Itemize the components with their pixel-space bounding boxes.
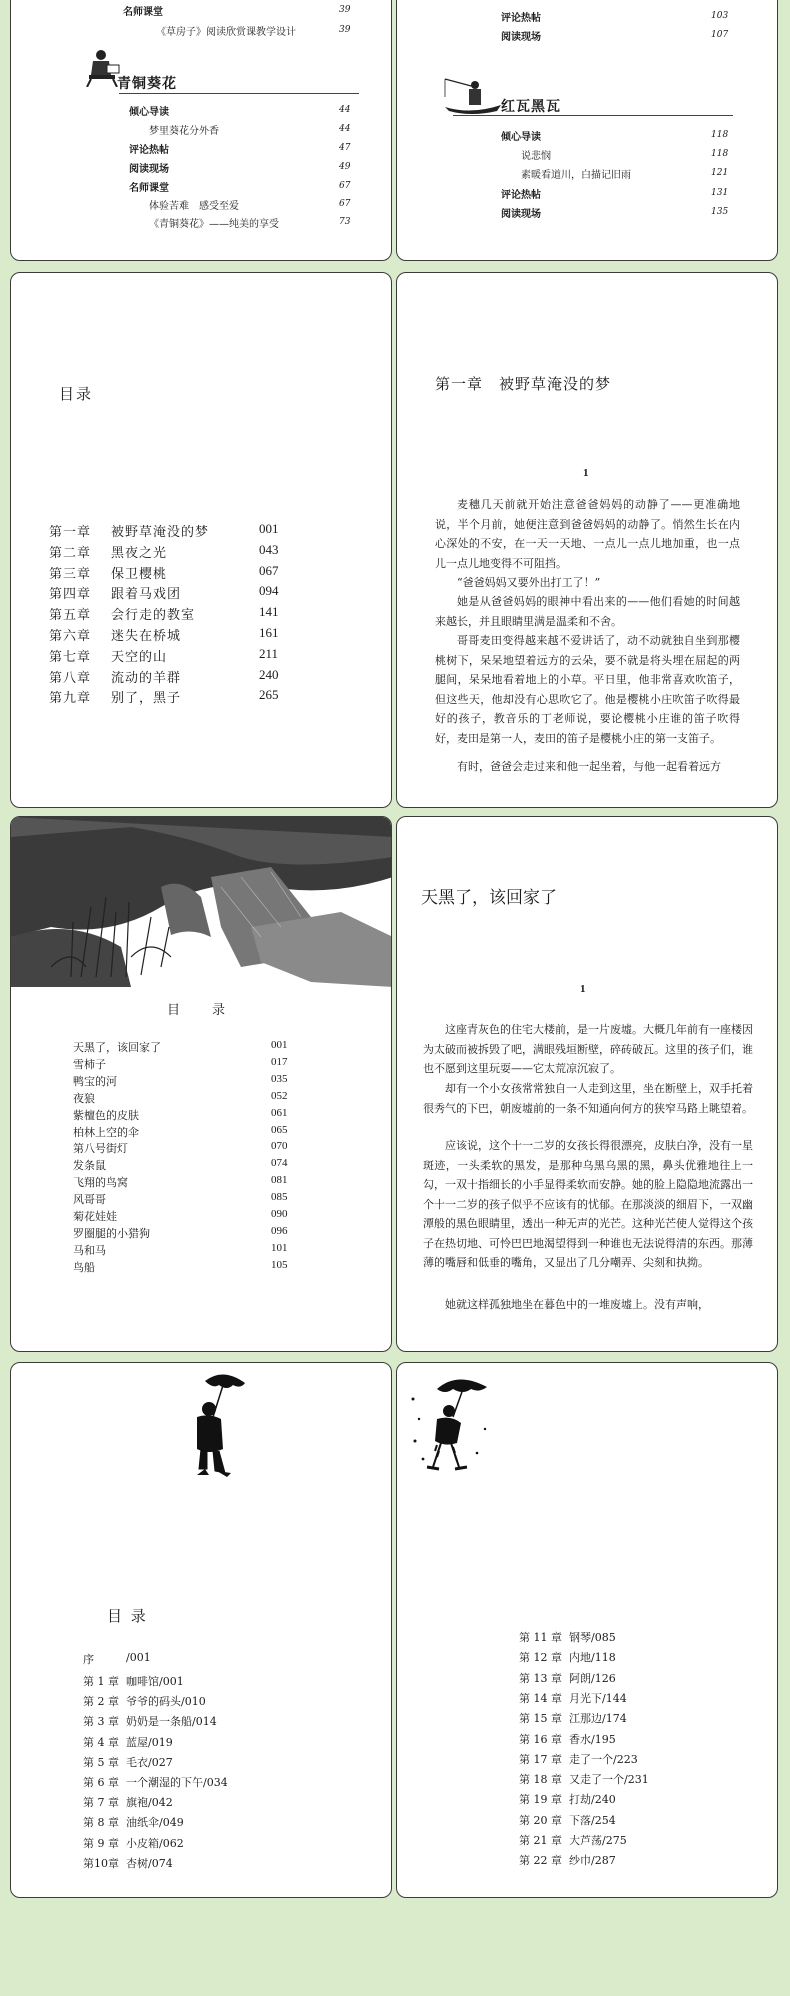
toc-chapter: 第 19 章 <box>519 1793 562 1807</box>
page-number: 135 <box>711 207 729 217</box>
toc-title: 鸭宝的河 <box>73 1074 117 1088</box>
toc-title: 飞翔的鸟窝 <box>73 1176 128 1190</box>
list-item: 说悲悯 <box>521 151 551 162</box>
toc-title: 又走了一个/231 <box>569 1773 649 1787</box>
page-number: 47 <box>339 143 351 153</box>
list-item: 倾心导读 <box>129 107 169 118</box>
toc-page: 240 <box>259 666 279 682</box>
section-rule <box>119 93 359 94</box>
book-page-toc-8 <box>396 1362 778 1898</box>
toc-chapter: 第 11 章 <box>519 1631 562 1644</box>
toc-title: 雪柿子 <box>73 1057 106 1071</box>
toc-title: 蓝屋/019 <box>126 1735 173 1749</box>
toc-page: 052 <box>271 1089 288 1102</box>
toc-chapter: 第 5 章 <box>83 1755 119 1769</box>
toc-title: 柏林上空的伞 <box>73 1125 139 1139</box>
list-item: 评论热帖 <box>501 13 541 24</box>
toc-chapter: 第九章 <box>49 691 92 707</box>
toc-title: 黑夜之光 <box>111 545 168 561</box>
book-page-toc-5 <box>10 816 392 1352</box>
page-number: 44 <box>339 105 351 115</box>
toc-page: 101 <box>271 1241 288 1254</box>
toc-title: 天黑了，该回家了 <box>73 1041 161 1054</box>
toc-page: 161 <box>259 625 279 640</box>
toc-title: 天空的山 <box>111 649 168 665</box>
toc-title: 下落/254 <box>569 1813 616 1827</box>
boat-fisher-illustration <box>441 77 505 115</box>
list-item: 倾心导读 <box>501 132 541 143</box>
list-item: 评论热帖 <box>501 190 541 201</box>
list-item: 阅读现场 <box>501 209 541 220</box>
toc-page: 085 <box>271 1191 288 1204</box>
toc-chapter: 第 22 章 <box>519 1854 562 1868</box>
toc-title: 旗袍/042 <box>126 1796 173 1810</box>
toc-title: /001 <box>126 1651 151 1664</box>
toc-title: 保卫樱桃 <box>111 566 168 582</box>
umbrella-child-illustration <box>183 1369 253 1479</box>
toc-title: 被野草淹没的梦 <box>111 525 210 540</box>
toc-page: 105 <box>271 1258 288 1271</box>
paragraph: 哥哥麦田变得越来越不爱讲话了，动不动就独自坐到那樱桃树下，呆呆地望着远方的云朵，要不就是将头埋在屈起的两腿间，呆呆地看着地上的小草。平日里，他非常喜欢吹笛子，但这些天，他却没有心思吹它了。他是樱桃小庄吹笛子吹得最好的孩子，教音乐的丁老师说，要论樱桃小庄谁的笛子吹得好，麦田是第一人，麦田的笛子是樱桃小庄的第一支笛子。 <box>435 634 740 745</box>
book-page-toc-7 <box>10 1362 392 1898</box>
toc-page: 001 <box>271 1039 288 1051</box>
paragraph: “爸爸妈妈又要外出打工了！” <box>457 576 601 589</box>
paragraph: 应该说，这个十一二岁的女孩长得很漂亮，皮肤白净，没有一星斑迹，一头柔软的黑发，是那种乌黑乌黑的黑，鼻头优雅地往上一勾，一双十指细长的小手显得柔软而安静。她的脸上隐隐地流露出一个十一二岁的孩子似乎不应该有的忧郁。在那淡淡的细眉下，一双幽潭般的黑色眼睛里，透出一种无声的光芒。这种光芒使人觉得这个孩子在热切地、可怜巴巴地渴望得到一种谁也无法说得清的东西。那薄薄的嘴唇和低垂的嘴角，又显出了几分嘲弄、尖刻和执拗。 <box>423 1139 753 1269</box>
toc-chapter: 第一章 <box>49 525 92 540</box>
toc-title: 流动的羊群 <box>111 670 182 686</box>
list-item: 素暖看道川，白描记旧雨 <box>521 170 631 181</box>
toc-title: 风哥哥 <box>73 1193 106 1207</box>
toc-page: 096 <box>271 1224 288 1237</box>
page-number: 67 <box>339 199 351 209</box>
toc-title: 小皮箱/062 <box>126 1836 184 1850</box>
toc-chapter: 第 21 章 <box>519 1834 562 1847</box>
toc-chapter: 第 15 章 <box>519 1712 562 1726</box>
toc-title: 毛衣/027 <box>126 1755 173 1769</box>
toc-page: 094 <box>259 583 279 599</box>
toc-title: 会行走的教室 <box>111 608 196 624</box>
toc-page: 043 <box>259 541 279 557</box>
toc-title: 走了一个/223 <box>569 1752 638 1766</box>
toc-title: 钢琴/085 <box>569 1631 616 1644</box>
toc-page: 001 <box>259 521 279 536</box>
toc-page: 211 <box>259 645 279 661</box>
book-page-catalog-1 <box>10 0 392 261</box>
toc-chapter: 序 <box>83 1653 94 1666</box>
toc-chapter: 第 4 章 <box>83 1735 119 1749</box>
toc-title: 迷失在桥城 <box>111 629 182 644</box>
toc-title: 鸟船 <box>73 1260 95 1274</box>
list-item: 梦里葵花分外香 <box>149 126 219 137</box>
toc-page: 070 <box>271 1140 288 1153</box>
toc-chapter: 第六章 <box>49 629 92 644</box>
toc-title: 别了，黑子 <box>111 691 182 707</box>
toc-title: 跟着马戏团 <box>111 587 182 603</box>
toc-chapter: 第 18 章 <box>519 1773 562 1787</box>
paragraph: 她就这样孤独地坐在暮色中的一堆废墟上。没有声响， <box>445 1298 709 1311</box>
toc-title: 发条鼠 <box>73 1159 106 1173</box>
windblown-figure-illustration <box>407 1369 497 1479</box>
toc-title: 罗圈腿的小猎狗 <box>73 1226 150 1240</box>
toc-chapter: 第三章 <box>49 566 92 582</box>
toc-title: 大芦荡/275 <box>569 1834 627 1847</box>
toc-chapter: 第 6 章 <box>83 1776 119 1789</box>
page-number: 39 <box>339 25 351 35</box>
toc-chapter: 第 8 章 <box>83 1816 119 1830</box>
toc-title: 阿朗/126 <box>569 1671 616 1685</box>
toc-title: 纱巾/287 <box>569 1854 616 1868</box>
chapter-title: 第一章 被野草淹没的梦 <box>435 375 612 393</box>
toc-title: 打劫/240 <box>569 1793 616 1807</box>
toc-title: 香水/195 <box>569 1732 616 1746</box>
section-number: 1 <box>583 467 589 479</box>
book-page-catalog-2 <box>396 0 778 261</box>
toc-page: 081 <box>271 1174 288 1187</box>
toc-chapter: 第 3 章 <box>83 1715 119 1729</box>
page-title: 目录 <box>59 385 94 403</box>
section-title: 红瓦黑瓦 <box>501 99 561 115</box>
page-title: 目 录 <box>167 1003 228 1018</box>
page-number: 107 <box>711 30 729 40</box>
toc-chapter: 第 16 章 <box>519 1732 562 1746</box>
page-number: 103 <box>711 11 729 21</box>
toc-page: 090 <box>271 1208 288 1220</box>
toc-chapter: 第 9 章 <box>83 1836 119 1850</box>
toc-title: 马和马 <box>73 1243 106 1257</box>
toc-title: 夜狼 <box>73 1091 95 1105</box>
page-number: 67 <box>339 181 351 191</box>
book-page-text-6 <box>396 816 778 1352</box>
book-page-toc-3 <box>10 272 392 808</box>
page-number: 73 <box>339 217 351 227</box>
toc-title: 一个潮湿的下午/034 <box>126 1776 228 1789</box>
toc-chapter: 第 20 章 <box>519 1813 562 1827</box>
paragraph: 这座青灰色的住宅大楼前，是一片废墟。大概几年前有一座楼因为太破而被拆毁了吧，满眼残垣断壁，碎砖破瓦。这里的孩子们，谁也不愿到这里玩耍——它太荒凉沉寂了。 <box>423 1023 753 1075</box>
toc-title: 内地/118 <box>569 1651 616 1665</box>
toc-title: 爷爷的码头/010 <box>126 1695 206 1709</box>
section-number: 1 <box>580 983 586 995</box>
list-item: 阅读现场 <box>129 164 169 175</box>
toc-title: 菊花娃娃 <box>73 1210 117 1223</box>
toc-page: 067 <box>259 562 279 578</box>
paragraph: 有时，爸爸会走过来和他一起坐着，与他一起看着远方 <box>457 760 721 773</box>
page-title: 目 录 <box>107 1607 148 1625</box>
toc-chapter: 第 17 章 <box>519 1752 562 1766</box>
list-item: 名师课堂 <box>123 7 163 18</box>
list-item: 体验苦难 感受至爱 <box>149 201 239 212</box>
page-number: 49 <box>339 162 351 172</box>
list-item: 阅读现场 <box>501 32 541 43</box>
paragraph: 她是从爸爸妈妈的眼神中看出来的——他们看她的时间越来越长，并且眼睛里满是温柔和不舍。 <box>435 595 740 628</box>
list-item: 《草房子》阅读欣赏课教学设计 <box>156 27 296 38</box>
toc-chapter: 第二章 <box>49 545 92 561</box>
toc-title: 月光下/144 <box>569 1691 627 1705</box>
toc-title: 奶奶是一条船/014 <box>126 1715 217 1729</box>
page-number: 44 <box>339 124 351 134</box>
section-rule <box>453 115 733 116</box>
toc-page: 065 <box>271 1123 288 1136</box>
toc-page: 017 <box>271 1055 288 1068</box>
toc-chapter: 第 1 章 <box>83 1675 119 1688</box>
toc-chapter: 第 13 章 <box>519 1671 562 1685</box>
toc-page: 265 <box>259 687 279 703</box>
toc-chapter: 第10章 <box>83 1856 119 1870</box>
list-item: 名师课堂 <box>129 183 169 194</box>
toc-chapter: 第 7 章 <box>83 1796 119 1810</box>
toc-title: 油纸伞/049 <box>126 1816 184 1830</box>
toc-title: 紫檀色的皮肤 <box>73 1108 139 1122</box>
toc-chapter: 第四章 <box>49 587 92 603</box>
toc-page: 141 <box>259 604 279 620</box>
paragraph: 却有一个小女孩常常独自一人走到这里，坐在断壁上，双手托着很秀气的下巴，朝废墟前的一条不知通向何方的狭窄马路上眺望着。 <box>423 1082 753 1115</box>
toc-chapter: 第 2 章 <box>83 1695 119 1709</box>
page-number: 118 <box>711 130 729 140</box>
page-number: 39 <box>339 5 351 15</box>
toc-title: 江那边/174 <box>569 1712 627 1726</box>
section-title: 青铜葵花 <box>117 76 177 92</box>
toc-page: 035 <box>271 1072 288 1085</box>
list-item: 评论热帖 <box>129 145 169 156</box>
page-number: 131 <box>711 188 729 198</box>
book-page-text-4 <box>396 272 778 808</box>
toc-chapter: 第五章 <box>49 608 92 624</box>
page-number: 121 <box>711 168 729 178</box>
toc-title: 杏树/074 <box>126 1856 173 1870</box>
toc-chapter: 第七章 <box>49 649 92 665</box>
toc-title: 第八号街灯 <box>73 1142 128 1156</box>
toc-page: 061 <box>271 1106 288 1119</box>
paragraph: 麦穗几天前就开始注意爸爸妈妈的动静了——更准确地说，半个月前，她便注意到爸爸妈妈的动静了。悄然生长在内心深处的不安，在一天一天地、一点儿一点儿地加重，也一点儿一点儿地变得不可阻挡。 <box>435 498 740 570</box>
list-item: 《青铜葵花》——纯美的享受 <box>149 219 279 230</box>
toc-chapter: 第八章 <box>49 670 92 686</box>
toc-chapter: 第 14 章 <box>519 1691 562 1705</box>
landscape-illustration <box>11 817 392 987</box>
page-number: 118 <box>711 149 729 159</box>
chapter-title: 天黑了，该回家了 <box>421 888 557 908</box>
toc-chapter: 第 12 章 <box>519 1651 562 1665</box>
toc-page: 074 <box>271 1157 288 1170</box>
toc-title: 咖啡馆/001 <box>126 1675 184 1688</box>
